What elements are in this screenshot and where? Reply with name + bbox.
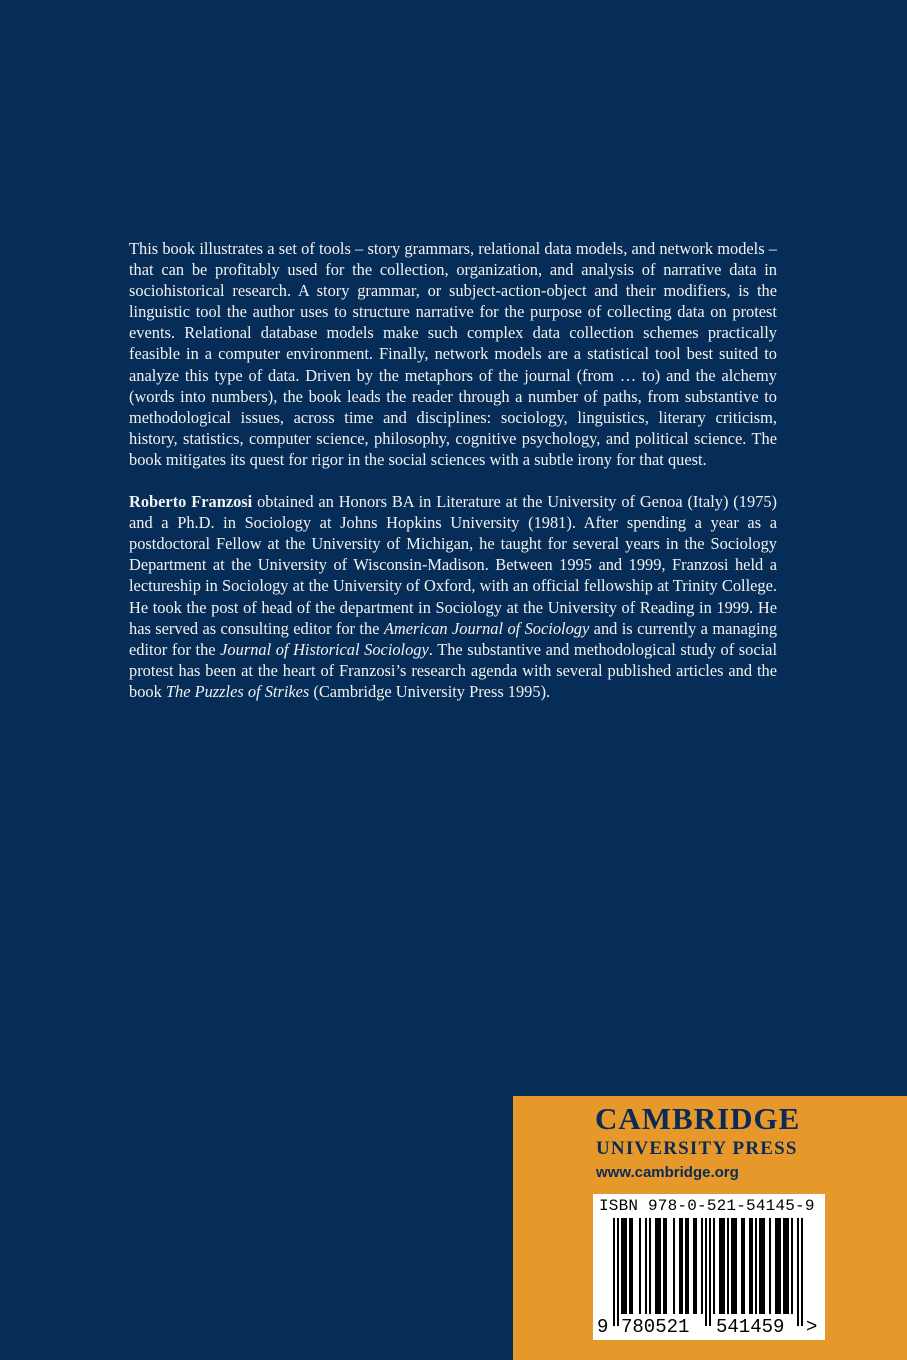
journal-title-2: Journal of Historical Sociology xyxy=(220,639,429,659)
barcode-bar xyxy=(685,1218,687,1314)
barcode-bar xyxy=(741,1218,743,1314)
book-title: The Puzzles of Strikes xyxy=(165,681,310,701)
barcode-bar xyxy=(629,1218,631,1314)
barcode-bar xyxy=(673,1218,675,1314)
barcode-bar xyxy=(761,1218,763,1314)
barcode-bar xyxy=(693,1218,695,1314)
barcode-bar xyxy=(719,1218,721,1314)
barcode-guard-bar xyxy=(617,1218,619,1326)
barcode-bar xyxy=(721,1218,723,1314)
barcode-bar xyxy=(751,1218,753,1314)
author-bio-text-1: obtained an Honors BA in Literature at the University of Genoa (Italy) (1975) and a Ph.D. in Sociology at Johns Hopkins University (1981). After spending a year as a postdoctoral Fellow at the University of Michigan, he taught for several years in the Sociology Department at the University of Wisconsin-Madison. Between 1995 and 1999, Franzosi held a lectureship in Sociology at the University of Oxford, with an official fellowship at Trinity College. He took the post of head of the department in Sociology at the University of Reading in 1999. He has served as consulting editor for the xyxy=(129,492,777,638)
barcode-bar xyxy=(779,1218,781,1314)
barcode-bar xyxy=(621,1218,623,1314)
barcode-bar xyxy=(759,1218,761,1314)
barcode-bar xyxy=(769,1218,771,1314)
barcode-bar xyxy=(659,1218,661,1314)
barcode-bar xyxy=(681,1218,683,1314)
barcode-guard-bar xyxy=(801,1218,803,1326)
barcode-guard-bar xyxy=(709,1218,711,1326)
barcode-bar xyxy=(731,1218,733,1314)
barcode-bar xyxy=(763,1218,765,1314)
barcode-bar xyxy=(791,1218,793,1314)
barcode-bar xyxy=(639,1218,641,1314)
barcode-bar xyxy=(787,1218,789,1314)
barcode-bar xyxy=(733,1218,735,1314)
barcode-bar xyxy=(713,1218,715,1314)
barcode-bar xyxy=(631,1218,633,1314)
barcode-lead-digit: 9 xyxy=(597,1316,609,1338)
publisher-panel xyxy=(513,1096,907,1360)
publisher-subtitle: UNIVERSITY PRESS xyxy=(596,1138,798,1159)
cover-text xyxy=(129,238,777,702)
barcode-bar xyxy=(649,1218,651,1314)
barcode-bar xyxy=(655,1218,657,1314)
author-bio-text-3: . The substantive and methodological study of social protest has been at the heart of Franzosi’s research agenda with several published articles and the book xyxy=(129,639,778,701)
book-description: This book illustrates a set of tools – story grammars, relational data models, and network models – that can be profitably used for the collection, organization, and analysis of narrative data in sociohistorical research. A story grammar, or subject-action-object and their modifiers, is the linguistic tool the author uses to structure narrative for the purpose of collecting data on protest events. Relational database models make such complex data collection schemes practically feasible in a computer environment. Finally, network models are a statistical tool best suited to analyze this type of data. Driven by the metaphors of the journal (from … to) and the alchemy (words into numbers), the book leads the reader through a number of paths, from substantive to methodological issues, across time and disciplines: sociology, linguistics, literary criticism, history, statistics, computer science, philosophy, cognitive psychology, and political science. The book mitigates its quest for rigor in the social sciences with a subtle irony for that quest. xyxy=(129,239,777,469)
barcode-bar xyxy=(645,1218,647,1314)
barcode-guard-bar xyxy=(705,1218,707,1326)
barcode-bar xyxy=(687,1218,689,1314)
barcode-bar xyxy=(735,1218,737,1314)
barcode-guard-bar xyxy=(613,1218,615,1326)
barcode-bar xyxy=(663,1218,665,1314)
barcode-bar xyxy=(623,1218,625,1314)
barcode-guard-bar xyxy=(797,1218,799,1326)
barcode-bars xyxy=(613,1218,803,1326)
author-name: Roberto Franzosi xyxy=(129,492,253,512)
barcode-bar xyxy=(755,1218,757,1314)
barcode-digits-right: 541459 xyxy=(716,1316,785,1338)
publisher-url[interactable]: www.cambridge.org xyxy=(596,1164,739,1181)
author-bio-text-4: (Cambridge University Press 1995). xyxy=(309,681,551,701)
barcode-panel xyxy=(593,1194,825,1340)
barcode-bar xyxy=(785,1218,787,1314)
barcode-bar xyxy=(775,1218,777,1314)
barcode-bar xyxy=(665,1218,667,1314)
barcode-bar xyxy=(727,1218,729,1314)
barcode-bar xyxy=(657,1218,659,1314)
journal-title-1: American Journal of Sociology xyxy=(383,618,590,638)
isbn-label: ISBN 978-0-521-54145-9 xyxy=(599,1197,815,1215)
barcode-bar xyxy=(723,1218,725,1314)
barcode-bar xyxy=(783,1218,785,1314)
publisher-name: CAMBRIDGE xyxy=(595,1101,801,1136)
barcode-bar xyxy=(701,1218,703,1314)
barcode-digits-left: 780521 xyxy=(621,1316,690,1338)
barcode-bar xyxy=(749,1218,751,1314)
barcode-bar xyxy=(679,1218,681,1314)
barcode-bar xyxy=(743,1218,745,1314)
author-bio xyxy=(129,491,777,702)
barcode-bar xyxy=(777,1218,779,1314)
barcode-bar xyxy=(695,1218,697,1314)
barcode-bar xyxy=(625,1218,627,1314)
author-bio-text-2: and is currently a managing editor for the xyxy=(129,618,778,659)
barcode xyxy=(593,1194,825,1340)
barcode-quiet-mark: > xyxy=(806,1316,818,1338)
